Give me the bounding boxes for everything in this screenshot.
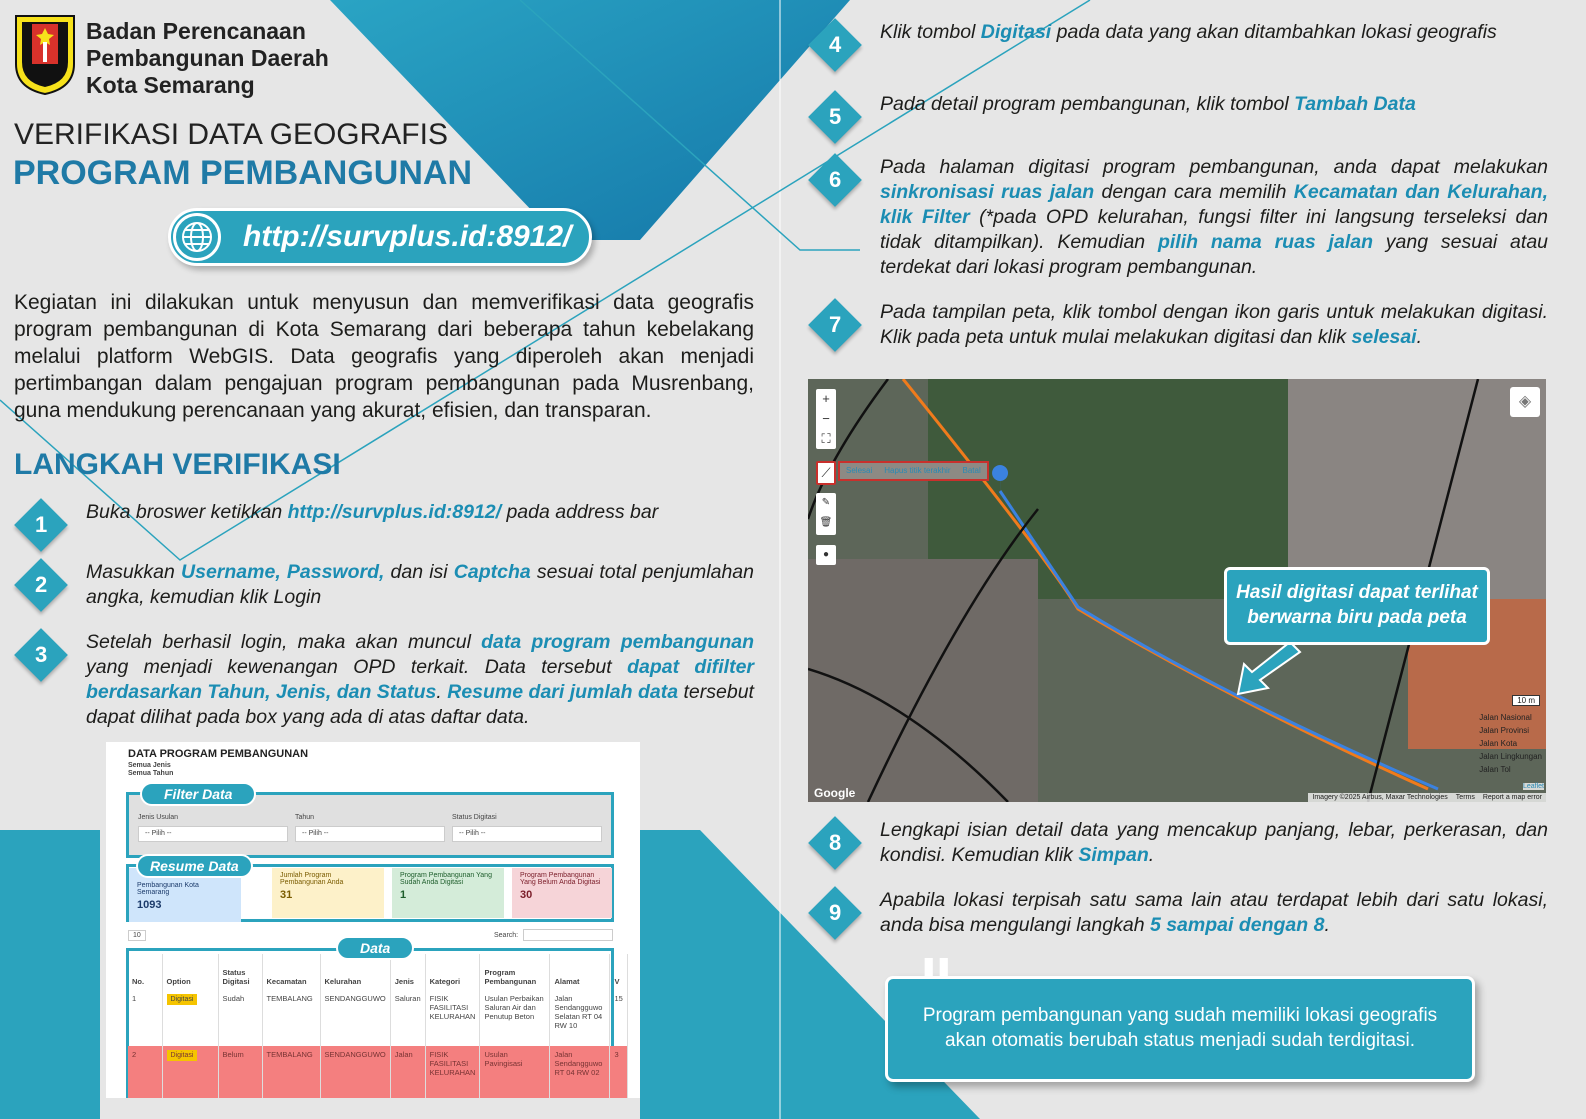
draw-line-icon[interactable]: ⟋ [816,461,836,485]
table-cell: TEMBALANG [266,994,313,1003]
step-5 [808,92,1548,136]
step-3 [14,630,754,730]
table-row [128,990,627,1046]
step-highlight: Captcha [453,561,531,583]
step-highlight: data program pembangunan [481,631,754,653]
card-value: 31 [280,889,293,901]
step-highlight: selesai [1351,326,1417,348]
step-6 [808,155,1548,280]
column-header[interactable]: Kategori [425,954,480,990]
digitasi-button[interactable]: Digitasi [167,994,198,1005]
step-text-part: . [436,681,448,703]
search-input[interactable] [523,929,613,941]
callout-arrow-icon [1232,640,1302,696]
step-text-part: Lengkapi isian detail data yang mencakup panjang, lebar, perkerasan, dan kondisi. Kemudian klik [880,819,1548,866]
step-number: 6 [828,167,842,192]
step-text-part: yang menjadi kewenangan OPD terkait. Data tersebut [86,656,628,678]
table-row [128,1046,627,1098]
column-header[interactable]: Status Digitasi [218,954,262,990]
table-cell: Belum [222,1050,244,1059]
table-cell: Sudah [222,994,245,1003]
step-text-part: Masukkan [86,561,182,583]
report-link[interactable]: Report a map error [1482,794,1542,801]
step-text-part: dan isi [384,561,454,583]
step-number-badge [14,628,68,682]
table-cell: SENDANGGUWO [324,994,386,1003]
step-text-part: Setelah berhasil login, maka akan muncul [86,631,482,653]
step-number: 1 [34,512,48,537]
filter-label: Status Digitasi [452,814,497,821]
step-number-badge [14,558,68,612]
data-label: Data [336,936,414,960]
quote-icon: " [918,943,955,1026]
step-text-part: Buka broswer ketikkan [86,501,288,523]
step-number: 7 [828,312,842,337]
table-cell: Jalan Sendangguwo RT 04 RW 02 [554,1050,603,1077]
cancel-button[interactable]: Batal [962,466,981,475]
step-number: 2 [34,572,48,597]
zoom-out-icon[interactable]: − [822,411,830,426]
page-size-select[interactable]: 10 [128,930,146,941]
step-number: 9 [828,900,842,925]
step-text [880,92,1416,136]
column-header[interactable]: V [610,954,627,990]
card-value: 1 [400,889,407,901]
city-logo [14,14,76,96]
step-7 [808,300,1548,350]
finish-button[interactable]: Selesai [846,466,873,475]
step-text [880,155,1548,280]
column-header[interactable]: Jenis [390,954,425,990]
step-number-badge [808,886,862,940]
legend-item: Jalan Kota [1479,739,1518,748]
url-text[interactable]: http://survplus.id:8912/ [243,220,572,253]
data-table [128,954,628,1098]
intro-paragraph: Kegiatan ini dilakukan untuk menyusun dan memverifikasi data geografis program pembangunan di Kota Semarang dari beberapa tahun kebelakang melalui platform WebGIS. Data geografis yang diperoleh akan menjadi pertimbangan dalam pengajuan program pembangunan pada Musrenbang, guna mendukung perencanaan yang akurat, efisien, dan transparan. [14,291,754,422]
column-header[interactable]: Option [162,954,218,990]
layers-icon[interactable]: ◈ [1510,387,1540,417]
step-text-part: Apabila lokasi terpisah satu sama lain atau terdapat lebih dari satu lokasi, anda bisa mengulangi langkah [880,889,1548,936]
step-text-part: Klik tombol [880,21,981,43]
step-number-badge [14,498,68,552]
table-cell: FISIK FASILITASI KELURAHAN [429,994,476,1021]
search-label: Search: [494,932,519,939]
terms-link[interactable]: Terms [1455,794,1475,801]
attribution-text: Imagery ©2025 Airbus, Maxar Technologies [1312,794,1448,801]
step-text [880,888,1548,938]
table-cell: Jalan Sendangguwo Selatan RT 04 RW 10 [554,994,603,1030]
org-line: Pembangunan Daerah [86,45,329,71]
table-cell: Usulan Perbaikan Saluran Air dan Penutup Beton [484,994,544,1021]
step-highlight: Simpan [1078,844,1149,866]
step-2 [14,560,754,610]
screenshot-sub: Semua Tahun [128,770,174,777]
column-header[interactable]: Alamat [550,954,610,990]
organization-name [86,18,329,99]
leaflet-link[interactable]: Leaflet [1522,783,1544,790]
edit-icon[interactable]: ✎ [821,497,831,508]
table-cell: SENDANGGUWO [324,1050,386,1059]
step-text-part: Pada tampilan peta, klik tombol dengan ikon garis untuk melakukan digitasi. Klik pada peta untuk mulai melakukan digitasi dan klik [880,301,1548,348]
card-label: Jumlah Program Pembangunan Anda [280,872,344,886]
column-header[interactable]: Kecamatan [262,954,320,990]
table-cell: 1 [132,994,137,1003]
step-number-badge [808,90,862,144]
step-text-part: . [1324,914,1330,936]
step-highlight: Kecamatan dan Kelurahan, klik Filter [880,181,1548,228]
org-line: Kota Semarang [86,72,255,98]
step-text-part: (*pada OPD kelurahan, fungsi filter ini langsung terseleksi dan tidak ditampilkan). Kemudian [880,206,1548,253]
card-label: Program Pembangunan Yang Sudah Anda Digitasi [400,872,492,886]
steps-heading: LANGKAH VERIFIKASI [14,448,341,481]
step-highlight: pilih nama ruas jalan [1157,231,1373,253]
table-cell: Usulan Pavingisasi [484,1050,523,1068]
google-logo: Google [814,786,856,800]
legend-item: Jalan Provinsi [1479,726,1530,735]
step-number: 8 [828,830,842,855]
step-highlight: Username, Password, [181,561,385,583]
screenshot-title: DATA PROGRAM PEMBANGUNAN [128,748,309,760]
title-line-1: VERIFIKASI DATA GEOGRAFIS [14,118,448,151]
trash-icon[interactable]: 🗑 [819,517,833,528]
step-text [86,500,658,544]
step-text [880,20,1497,64]
table-cell: Jalan [394,1050,413,1059]
road-legend [1479,711,1542,776]
step-8 [808,818,1548,868]
column-header[interactable]: No. [128,954,162,990]
filter-label: Jenis Usulan [138,814,179,821]
screenshot-sub: Semua Jenis [128,762,171,769]
step-text [880,300,1548,350]
org-line: Badan Perencanaan [86,18,306,44]
step-number-badge [808,298,862,352]
step-number: 5 [828,104,842,129]
step-text-part: Pada halaman digitasi program pembangunan, anda dapat melakukan [880,156,1548,178]
step-text [86,630,754,730]
step-text [86,560,754,610]
marker-tool-icon[interactable]: ● [816,545,836,565]
table-cell: TEMBALANG [266,1050,313,1059]
summary-card [272,868,384,918]
legend-item: Jalan Nasional [1479,713,1532,722]
tahun-select[interactable]: -- Pilih -- [295,826,445,842]
step-highlight: 5 sampai dengan 8 [1149,914,1325,936]
draw-toolbar [838,461,989,481]
step-text-part: . [1416,326,1422,348]
filter-label: Tahun [295,814,315,821]
card-value: 1093 [137,899,162,911]
step-highlight: sinkronisasi ruas jalan [880,181,1095,203]
summary-card [392,868,504,918]
step-text-part: yang sesuai atau terdekat dari lokasi program pembangunan. [880,231,1549,278]
step-text-part: Pada detail program pembangunan, klik tombol [880,93,1295,115]
status-select[interactable]: -- Pilih -- [452,826,602,842]
data-table-screenshot [106,742,640,1098]
table-cell: 15 [614,994,623,1003]
table-cell: 3 [614,1050,619,1059]
step-number: 3 [34,642,48,667]
step-text [880,818,1548,868]
url-banner[interactable] [168,208,592,266]
step-text-part: pada data yang akan ditambahkan lokasi geografis [1051,21,1497,43]
summary-card [512,868,612,918]
step-number-badge [808,18,862,72]
step-text-part: dengan cara memilih [1094,181,1294,203]
column-header[interactable]: Program Pembangunan [480,954,550,990]
table-cell: Saluran [394,994,421,1003]
zoom-controls[interactable] [816,389,836,449]
note-box: Program pembangunan yang sudah memiliki lokasi geografis akan otomatis berubah status menjadi sudah terdigitasi. [885,976,1475,1082]
step-text-part: tersebut dapat dilihat pada box yang ada di atas daftar data. [86,681,754,728]
step-highlight: http://survplus.id:8912/ [287,501,502,523]
step-highlight: Digitasi [980,21,1052,43]
step-highlight: Resume dari jumlah data [447,681,679,703]
edit-controls [816,493,836,535]
step-number-badge [808,153,862,207]
legend-item: Jalan Lingkungan [1479,752,1542,761]
table-cell: FISIK FASILITASI KELURAHAN [429,1050,476,1077]
step-number: 4 [828,32,842,57]
fullscreen-icon[interactable]: ⛶ [821,431,831,446]
card-value: 30 [520,889,533,901]
filter-data-label: Filter Data [140,782,256,806]
digitization-callout: Hasil digitasi dapat terlihat berwarna biru pada peta [1224,567,1490,645]
step-highlight: dapat difilter berdasarkan Tahun, Jenis, dan Status [86,656,755,703]
column-header[interactable]: Kelurahan [320,954,390,990]
title-line-2: PROGRAM PEMBANGUNAN [13,154,472,192]
scale-bar: 10 m [1512,695,1540,706]
digitasi-button[interactable]: Digitasi [167,1050,198,1061]
step-9 [808,888,1548,938]
jenis-select[interactable]: -- Pilih -- [138,826,288,842]
delete-last-point-button[interactable]: Hapus titik terakhir [884,466,951,475]
step-highlight: Tambah Data [1294,93,1416,115]
step-4 [808,20,1548,64]
legend-item: Jalan Tol [1479,765,1511,774]
table-cell: 2 [132,1050,137,1059]
step-text-part: . [1148,844,1155,866]
step-text-part: pada address bar [501,501,659,523]
step-1 [14,500,754,544]
card-label: Program Pembangunan Yang Belum Anda Digitasi [520,872,601,886]
step-text-part: sesuai total penjumlahan angka, kemudian klik Login [86,561,754,608]
step-number-badge [808,816,862,870]
globe-icon [173,213,221,261]
card-label: Pembangunan Kota Semarang [137,882,199,896]
attribution [1308,793,1546,802]
resume-data-label: Resume Data [136,854,253,878]
zoom-in-icon[interactable]: + [822,391,830,406]
